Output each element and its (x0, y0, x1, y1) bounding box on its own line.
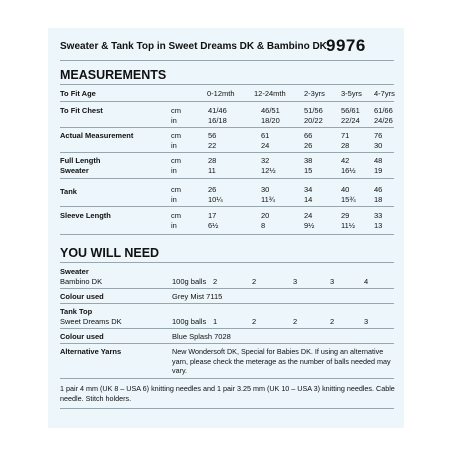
balls-label: 100g balls (172, 277, 207, 286)
divider (60, 178, 394, 179)
value-cell: 6½ (208, 221, 219, 230)
colour-value: Blue Splash 7028 (172, 332, 231, 341)
row-label: Actual Measurement (60, 131, 134, 140)
value-cell: 9½ (304, 221, 315, 230)
value-cell: 16½ (341, 166, 356, 175)
row-sublabel: Sweater (60, 166, 89, 175)
value-cell: 16/18 (208, 116, 227, 125)
measurements-heading: MEASUREMENTS (60, 68, 167, 82)
value-cell: 14 (304, 195, 313, 204)
value-cell: 61 (261, 131, 270, 140)
value-cell: 71 (341, 131, 350, 140)
value-cell: 18/20 (261, 116, 280, 125)
value-cell: 8 (261, 221, 266, 230)
balls-count: 2 (330, 317, 335, 326)
pattern-title: Sweater & Tank Top in Sweet Dreams DK & Bambino DK (60, 41, 327, 52)
fit-age-label: To Fit Age (60, 89, 96, 98)
value-cell: 24/26 (374, 116, 393, 125)
value-cell: 12½ (261, 166, 276, 175)
divider (60, 101, 394, 102)
value-cell: 20/22 (304, 116, 323, 125)
colour-label: Colour used (60, 332, 104, 341)
value-cell: 41/46 (208, 106, 227, 115)
divider (60, 206, 394, 207)
value-cell: 51/56 (304, 106, 323, 115)
balls-count: 3 (293, 277, 298, 286)
balls-count: 2 (213, 277, 218, 286)
value-cell: 46/51 (261, 106, 280, 115)
balls-count: 1 (213, 317, 218, 326)
alternative-yarns-label: Alternative Yarns (60, 347, 122, 356)
value-cell: 10¼ (208, 195, 223, 204)
age-header: 2-3yrs (304, 89, 325, 98)
value-cell: 15¾ (341, 195, 356, 204)
you-will-need-heading: YOU WILL NEED (60, 246, 160, 260)
value-cell: 17 (208, 211, 217, 220)
divider (60, 408, 394, 409)
value-cell: 66 (304, 131, 313, 140)
value-cell: 33 (374, 211, 383, 220)
unit-label: in (171, 195, 177, 204)
balls-count: 2 (293, 317, 298, 326)
divider (60, 262, 394, 263)
row-label: Tank (60, 187, 77, 196)
age-header: 4-7yrs (374, 89, 395, 98)
divider (60, 84, 394, 85)
value-cell: 11¾ (261, 195, 276, 204)
value-cell: 32 (261, 156, 270, 165)
age-header: 12-24mth (254, 89, 286, 98)
value-cell: 24 (261, 141, 270, 150)
row-label: To Fit Chest (60, 106, 103, 115)
value-cell: 20 (261, 211, 270, 220)
unit-label: cm (171, 131, 181, 140)
value-cell: 28 (341, 141, 350, 150)
value-cell: 19 (374, 166, 383, 175)
value-cell: 76 (374, 131, 383, 140)
balls-count: 3 (330, 277, 335, 286)
unit-label: cm (171, 185, 181, 194)
balls-count: 2 (252, 317, 257, 326)
value-cell: 30 (261, 185, 270, 194)
unit-label: in (171, 116, 177, 125)
value-cell: 26 (208, 185, 217, 194)
pattern-number: 9976 (326, 36, 366, 55)
row-label: Full Length (60, 156, 101, 165)
unit-label: in (171, 166, 177, 175)
value-cell: 29 (341, 211, 350, 220)
unit-label: cm (171, 106, 181, 115)
value-cell: 42 (341, 156, 350, 165)
unit-label: in (171, 221, 177, 230)
divider (60, 60, 394, 61)
divider (60, 288, 394, 289)
value-cell: 11 (208, 166, 216, 175)
value-cell: 30 (374, 141, 383, 150)
value-cell: 24 (304, 211, 313, 220)
colour-value: Grey Mist 7115 (172, 292, 223, 301)
colour-label: Colour used (60, 292, 104, 301)
value-cell: 34 (304, 185, 313, 194)
value-cell: 61/66 (374, 106, 393, 115)
value-cell: 22 (208, 141, 217, 150)
value-cell: 46 (374, 185, 383, 194)
balls-count: 2 (252, 277, 257, 286)
balls-label: 100g balls (172, 317, 207, 326)
divider (60, 127, 394, 128)
age-header: 0-12mth (207, 89, 235, 98)
value-cell: 13 (374, 221, 383, 230)
needles-text: 1 pair 4 mm (UK 8 – USA 6) knitting needles and 1 pair 3.25 mm (UK 10 – USA 3) knitting needles. Cable needle. Stitch holders. (60, 384, 395, 403)
divider (60, 378, 394, 379)
value-cell: 56 (208, 131, 217, 140)
divider (60, 328, 394, 329)
value-cell: 48 (374, 156, 383, 165)
value-cell: 11½ (341, 221, 356, 230)
divider (60, 343, 394, 344)
balls-count: 3 (364, 317, 369, 326)
unit-label: cm (171, 156, 181, 165)
pattern-sheet (48, 28, 404, 428)
value-cell: 28 (208, 156, 217, 165)
divider (60, 152, 394, 153)
alternative-yarns-text: New Wondersoft DK, Special for Babies DK. If using an alternative yarn, please check the meterage as the number of balls needed may vary. (172, 347, 391, 375)
tank-yarn: Sweet Dreams DK (60, 317, 122, 326)
unit-label: in (171, 141, 177, 150)
unit-label: cm (171, 211, 181, 220)
value-cell: 22/24 (341, 116, 360, 125)
value-cell: 15 (304, 166, 313, 175)
sweater-yarn: Bambino DK (60, 277, 103, 286)
value-cell: 26 (304, 141, 313, 150)
value-cell: 56/61 (341, 106, 360, 115)
balls-count: 4 (364, 277, 369, 286)
divider (60, 303, 394, 304)
value-cell: 40 (341, 185, 350, 194)
value-cell: 18 (374, 195, 383, 204)
sweater-label: Sweater (60, 267, 89, 276)
row-label: Sleeve Length (60, 211, 111, 220)
age-header: 3-5yrs (341, 89, 362, 98)
value-cell: 38 (304, 156, 313, 165)
divider (60, 234, 394, 235)
tank-top-label: Tank Top (60, 307, 93, 316)
